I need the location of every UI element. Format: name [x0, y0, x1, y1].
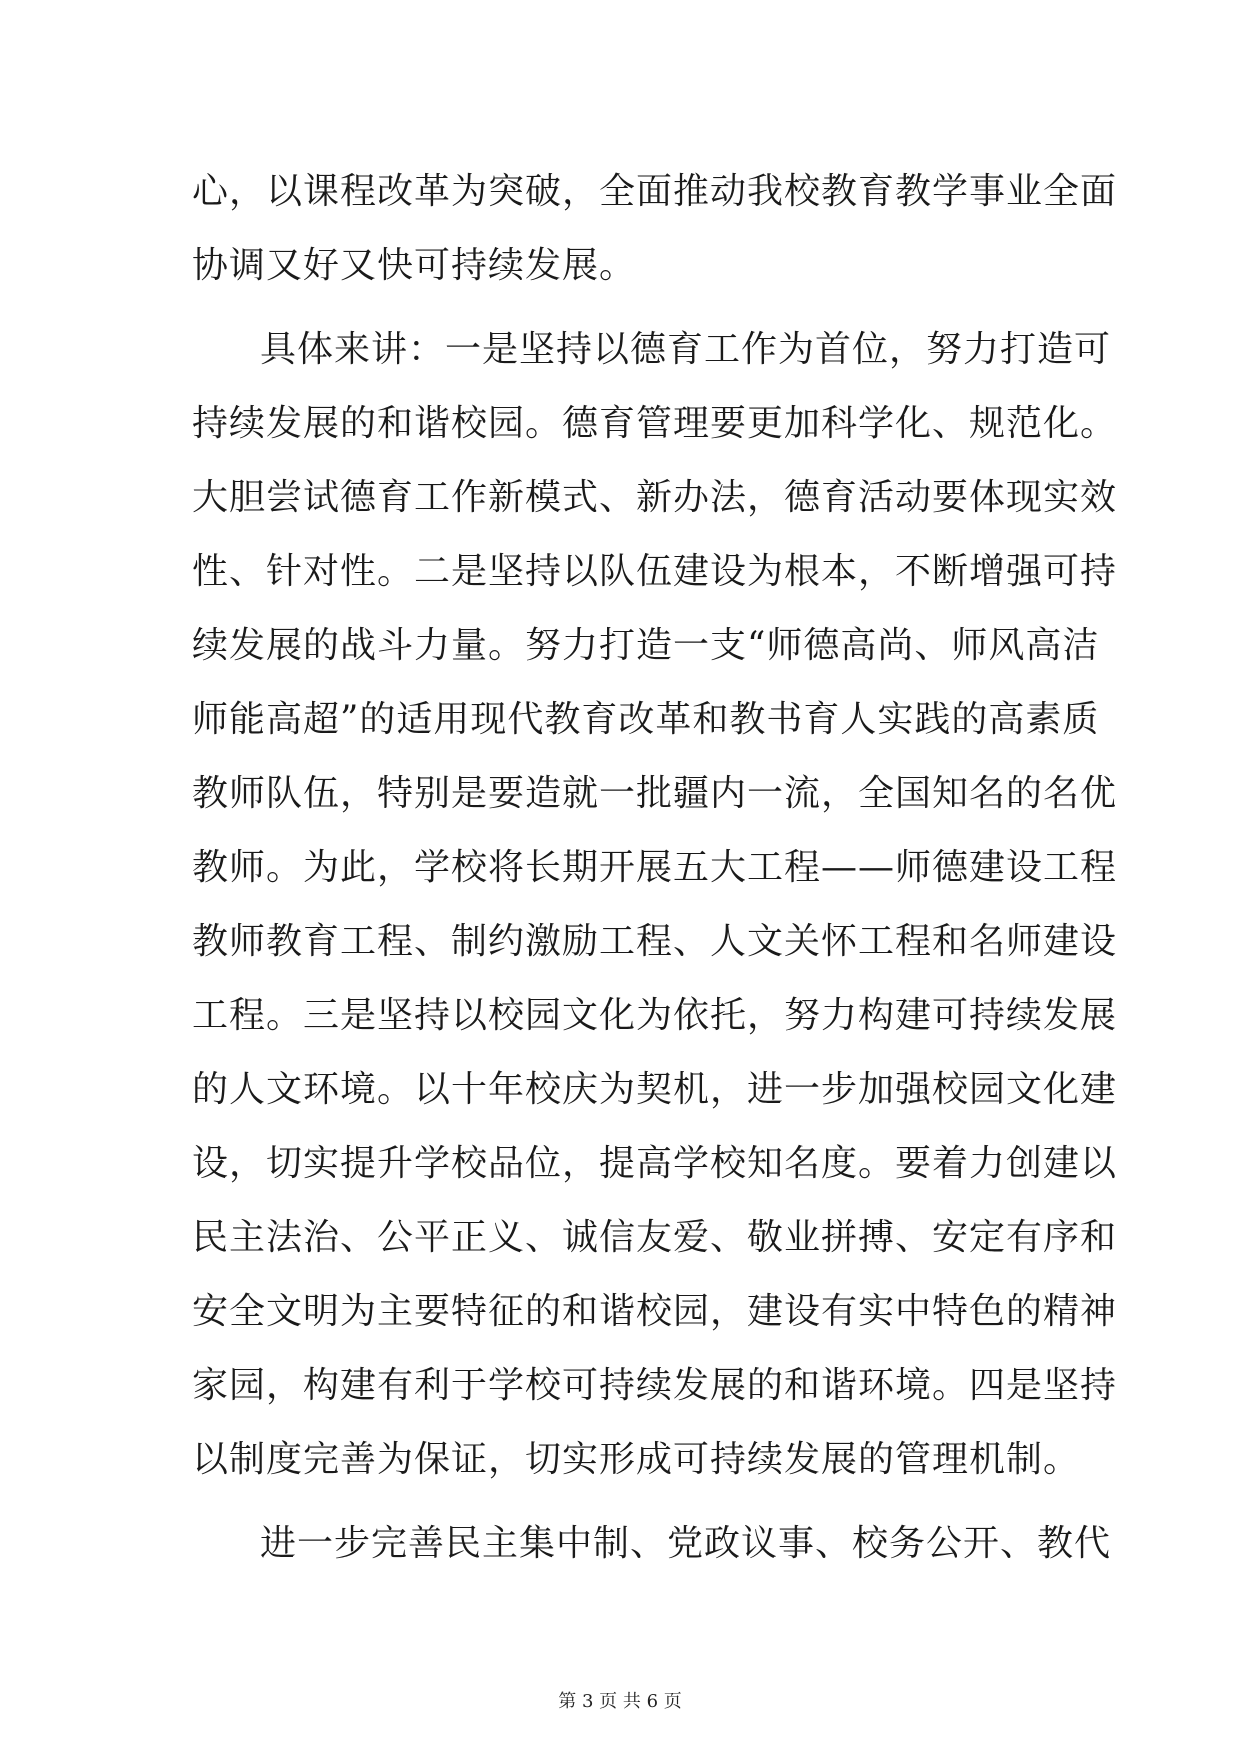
- text-line: 进一步完善民主集中制、党政议事、校务公开、教代: [260, 1523, 1112, 1564]
- text-line: 协调又好又快可持续发展。: [192, 245, 637, 286]
- text-line: 心，以课程改革为突破，全面推动我校教育教学事业全面: [192, 171, 1118, 212]
- text-line: 续发展的战斗力量。努力打造一支“师德高尚、师风高洁: [192, 625, 1100, 666]
- text-line: 工程。三是坚持以校园文化为依托，努力构建可持续发展: [192, 995, 1118, 1036]
- text-line: 的人文环境。以十年校庆为契机，进一步加强校园文化建: [192, 1069, 1118, 1110]
- text-line: 具体来讲：一是坚持以德育工作为首位，努力打造可: [260, 329, 1112, 370]
- text-line: 设，切实提升学校品位，提高学校知名度。要着力创建以: [192, 1143, 1118, 1184]
- text-line: 教师。为此，学校将长期开展五大工程——师德建设工程: [192, 847, 1118, 888]
- text-line: 性、针对性。二是坚持以队伍建设为根本，不断增强可持: [192, 551, 1118, 592]
- footer-middle: 页 共: [599, 1691, 641, 1712]
- footer-suffix: 页: [663, 1691, 682, 1712]
- text-line: 以制度完善为保证，切实形成可持续发展的管理机制。: [192, 1439, 1081, 1480]
- page-number-footer: [0, 1690, 1240, 1714]
- text-line: 教师教育工程、制约激励工程、人文关怀工程和名师建设: [192, 921, 1118, 962]
- text-line: 民主法治、公平正义、诚信友爱、敬业拼搏、安定有序和: [192, 1217, 1118, 1258]
- text-line: 安全文明为主要特征的和谐校园，建设有实中特色的精神: [192, 1291, 1118, 1332]
- text-line: 持续发展的和谐校园。德育管理要更加科学化、规范化。: [192, 403, 1118, 444]
- text-line: 大胆尝试德育工作新模式、新办法，德育活动要体现实效: [192, 477, 1118, 518]
- text-line: 师能高超”的适用现代教育改革和教书育人实践的高素质: [192, 699, 1100, 740]
- text-line: 家园，构建有利于学校可持续发展的和谐环境。四是坚持: [192, 1365, 1118, 1406]
- footer-prefix: 第: [558, 1691, 577, 1712]
- text-line: 教师队伍，特别是要造就一批疆内一流，全国知名的名优: [192, 773, 1118, 814]
- current-page-number: 3: [581, 1691, 594, 1712]
- total-page-number: 6: [646, 1691, 659, 1712]
